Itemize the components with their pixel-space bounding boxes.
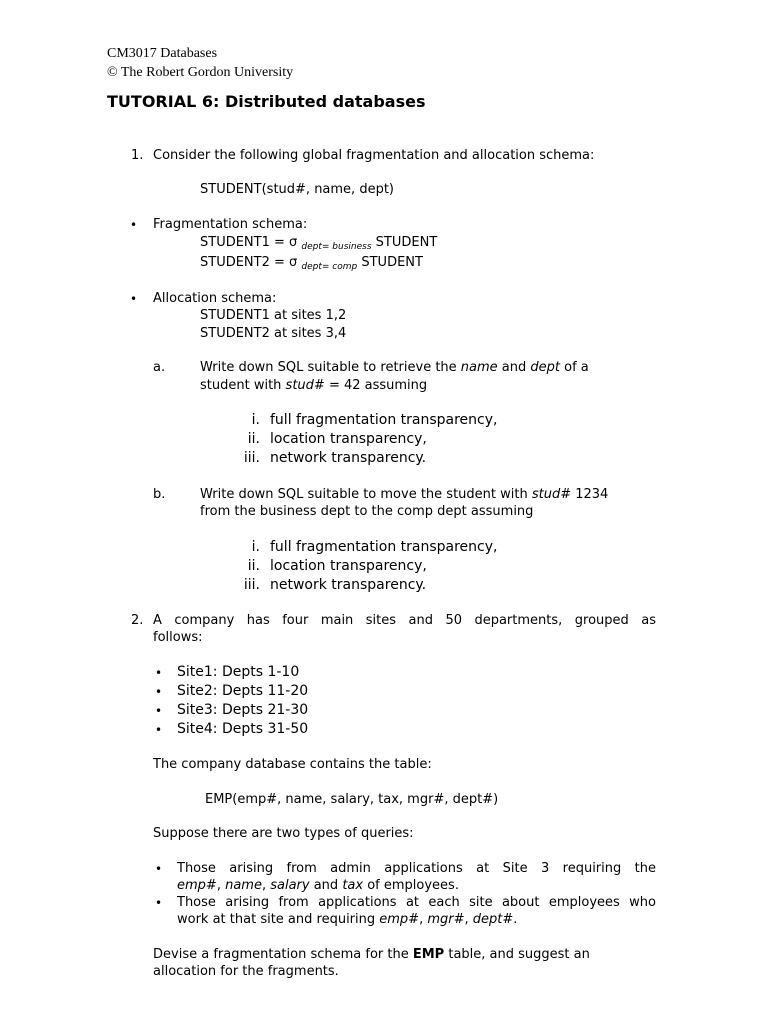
part-b-item-2: location transparency, <box>270 558 427 574</box>
part-b-label: b. <box>153 487 166 502</box>
query-a-line-2: emp#, name, salary and tax of employees. <box>177 878 459 893</box>
part-b-line-1: Write down SQL suitable to move the student with stud# 1234 <box>200 487 609 502</box>
query-b-line-1: Those arising from applications at each site about employees who <box>177 895 656 910</box>
part-a-item-1-num: i. <box>251 412 260 428</box>
part-a-item-3-num: iii. <box>243 450 260 466</box>
part-b-item-1: full fragmentation transparency, <box>270 539 498 555</box>
bullet-icon: • <box>130 292 138 306</box>
q2-intro-line-2: follows: <box>153 630 203 645</box>
bullet-icon: • <box>155 704 163 718</box>
bullet-icon: • <box>155 896 163 910</box>
part-b-line-2: from the business dept to the comp dept assuming <box>200 504 534 519</box>
q2-number: 2. <box>131 613 144 628</box>
q1-intro: Consider the following global fragmentation and allocation schema: <box>153 148 595 163</box>
part-b-item-3-num: iii. <box>243 577 260 593</box>
site-3: Site3: Depts 21-30 <box>177 702 309 718</box>
allocation-heading: Allocation schema: <box>153 291 277 306</box>
query-b-line-2: work at that site and requiring emp#, mgr#, dept#. <box>177 912 518 927</box>
part-b-item-3: network transparency. <box>270 577 427 593</box>
site-4: Site4: Depts 31-50 <box>177 721 309 737</box>
allocation-1: STUDENT1 at sites 1,2 <box>200 308 347 323</box>
part-a-line-1: Write down SQL suitable to retrieve the name and dept of a <box>200 360 589 375</box>
part-a-item-3: network transparency. <box>270 450 427 466</box>
q1-number: 1. <box>131 148 144 163</box>
bullet-icon: • <box>155 723 163 737</box>
part-b-item-2-num: ii. <box>247 558 260 574</box>
part-a-item-1: full fragmentation transparency, <box>270 412 498 428</box>
course-code: CM3017 Databases <box>107 46 218 61</box>
q1-relation: STUDENT(stud#, name, dept) <box>200 182 394 197</box>
q2-intro-line-1: A company has four main sites and 50 departments, grouped as <box>153 613 656 628</box>
part-a-line-2: student with stud# = 42 assuming <box>200 378 428 393</box>
bullet-icon: • <box>155 666 163 680</box>
fragment-2-definition: STUDENT2 = σ $_{dept= comp}$ STUDENT <box>200 255 423 272</box>
bullet-icon: • <box>130 218 138 232</box>
page-title: TUTORIAL 6: Distributed databases <box>107 92 426 111</box>
devise-line-1: Devise a fragmentation schema for the EMP table, and suggest an <box>153 947 590 962</box>
fragment-1-definition: STUDENT1 = σ $_{dept= business}$ STUDENT <box>200 235 438 252</box>
devise-line-2: allocation for the fragments. <box>153 964 339 979</box>
table-intro: The company database contains the table: <box>153 757 432 772</box>
queries-intro: Suppose there are two types of queries: <box>153 826 414 841</box>
site-2: Site2: Depts 11-20 <box>177 683 309 699</box>
copyright-line: © The Robert Gordon University <box>107 65 294 80</box>
bullet-icon: • <box>155 685 163 699</box>
query-a-line-1: Those arising from admin applications at Site 3 requiring the <box>177 861 656 876</box>
site-1: Site1: Depts 1-10 <box>177 664 300 680</box>
fragmentation-heading: Fragmentation schema: <box>153 217 308 232</box>
part-b-item-1-num: i. <box>251 539 260 555</box>
emp-table-definition: EMP(emp#, name, salary, tax, mgr#, dept#) <box>205 792 499 807</box>
part-a-label: a. <box>153 360 166 375</box>
part-a-item-2: location transparency, <box>270 431 427 447</box>
allocation-2: STUDENT2 at sites 3,4 <box>200 326 347 341</box>
part-a-item-2-num: ii. <box>247 431 260 447</box>
bullet-icon: • <box>155 862 163 876</box>
